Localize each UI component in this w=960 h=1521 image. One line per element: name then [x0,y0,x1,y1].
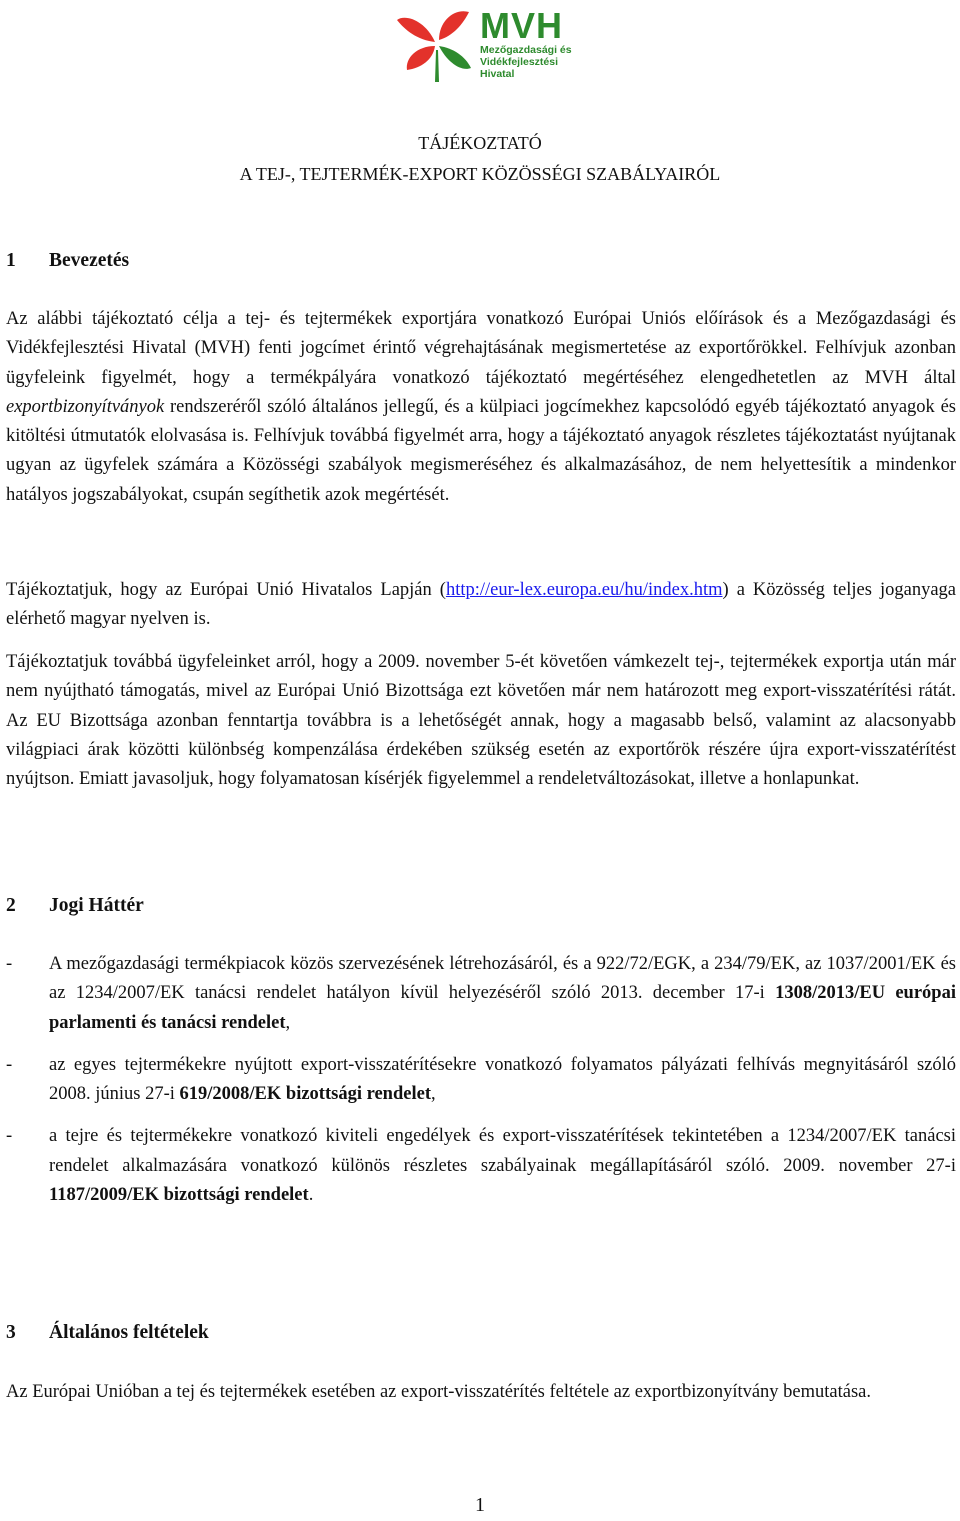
text: a tejre és tejtermékekre vonatkozó kiviteli engedélyek és export-visszatérítések tekintetében a 1234/2007/EK tanácsi rendelet alkalmazására vonatkozó különös részletes szabályainak megállapításáról szóló. 2009. november 27-i [49,1126,956,1176]
text: az egyes tejtermékekre nyújtott export-visszatérítésekre vonatkozó folyamatos pályázati felhívás megnyitásáról szóló 2008. június 27-i [49,1054,956,1105]
logo-subtitle-3: Hivatal [480,68,515,80]
bold-text: 1187/2009/EK bizottsági rendelet [49,1185,309,1206]
section-number: 3 [6,1322,16,1343]
page-number: 1 [475,1494,485,1516]
document-subtitle: A TEJ-, TEJTERMÉK-EXPORT KÖZÖSSÉGI SZABÁLYAIRÓL [239,164,721,184]
intro-paragraph-2 [6,576,956,635]
section-title: Bevezetés [49,250,130,271]
section-heading-3 [6,1322,209,1344]
section-heading-1 [6,250,129,272]
legal-list [6,950,956,1223]
text: Tájékoztatjuk, hogy az Európai Unió Hivatalos Lapján ( [6,580,446,600]
logo-subtitle-1: Mezőgazdasági és [480,44,572,56]
general-paragraph-1: Az Európai Unióban a tej és tejtermékek esetében az export-visszatérítés feltétele az exportbizonyítvány bemutatása. [6,1382,872,1402]
list-item [6,1051,956,1110]
list-item [6,1122,956,1210]
document-title: TÁJÉKOZTATÓ [418,133,542,153]
text: rendszeréről szóló általános jellegű, és a külpiaci jogcímekhez kapcsolódó egyéb tájékoztató anyagok és kitöltési útmutatók elolvasása is. Felhívjuk továbbá figyelmét arra, hogy a tájékoztató anyagok részletes tájékoztatást nyújtanak ugyan az ügyfelek számára a Közösségi szabályok megismeréséhez és alkalmazásához, de nem helyettesítik a mindenkor hatályos jogszabályokat, csupán segíthetik azok megértését. [6,396,956,505]
bold-text: 619/2008/EK bizottsági rendelet [179,1084,431,1105]
section-heading-2 [6,895,144,917]
section-title: Általános feltételek [49,1322,209,1343]
list-item [6,950,956,1038]
text: , [430,1084,436,1105]
section-title: Jogi Háttér [49,895,144,916]
section-number: 2 [6,895,16,916]
list-item-text [49,1051,956,1110]
text: Az alábbi tájékoztató célja a tej- és tejtermékek exportjára vonatkozó Európai Uniós előírások és a Mezőgazdasági és Vidékfejlesztési Hivatal (MVH) fenti jogcímet érintő végrehajtásának megismertetése az exportőrökkel. Felhívjuk azonban ügyfeleink figyelmét, hogy a termékpályára vonatkozó tájékoztató megértéséhez elengedhetetlen az MVH által [6,309,956,388]
bullet-dash: - [6,1054,13,1075]
eur-lex-link[interactable]: http://eur-lex.europa.eu/hu/index.htm [445,580,723,600]
bold-text: 1308/2013/EU európai parlamenti és tanácsi rendelet [49,983,956,1033]
italic-text: exportbizonyítványok [6,396,165,417]
intro-paragraph-3: Tájékoztatjuk továbbá ügyfeleinket arról, hogy a 2009. november 5-ét követően vámkezelt tej-, tejtermékek exportja után már nem nyújtható támogatás, mivel az Európai Unió Bizottsága ezt követően már nem határozott meg export-visszatérítési rátát. Az EU Bizottsága azonban fenntartja továbbra is a lehetőségét annak, hogy a magasabb belső, valamint az alacsonyabb világpiaci árak közötti különbség kompenzálása érdekében szükség esetén az exportőrök részére újra export-visszatérítést nyújtson. Emiatt javasoljuk, hogy folyamatosan kísérjék figyelemmel a rendeletváltozásokat, illetve a honlapunkat. [6,652,956,790]
leaf-cross-icon [397,11,471,82]
list-item-text [49,1122,956,1210]
section-number: 1 [6,250,16,271]
intro-paragraph-1 [6,305,956,510]
logo-subtitle-2: Vidékfejlesztési [480,56,559,68]
logo-text [480,5,572,80]
text: ) a Közösség teljes joganyaga elérhető magyar nyelven is. [6,580,956,630]
bullet-dash: - [6,954,13,974]
logo-title: MVH [480,5,563,46]
list-item-text [49,950,956,1038]
text: A mezőgazdasági termékpiacok közös szervezésének létrehozásáról, és a 922/72/EGK, a 234/79/EK, az 1037/2001/EK és az 1234/2007/EK tanácsi rendelet hatályon kívül helyezéséről szóló 2013. december 17-i [49,954,956,1004]
text: , [285,1012,291,1033]
bullet-dash: - [6,1126,13,1147]
text: . [308,1185,314,1206]
